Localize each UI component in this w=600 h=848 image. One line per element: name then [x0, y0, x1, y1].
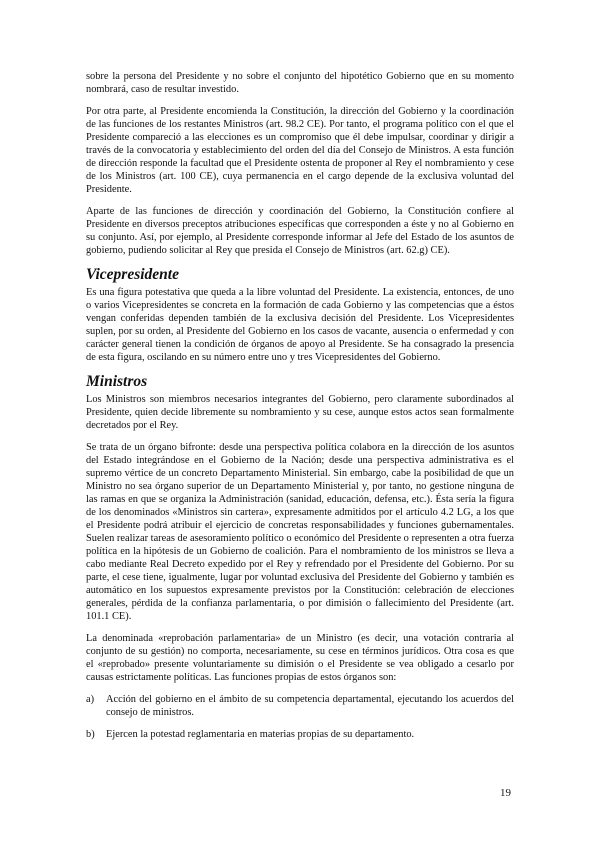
page-body — [86, 70, 514, 750]
paragraph: Por otra parte, al Presidente encomienda la Constitución, la dirección del Gobierno y la coordinación de las funciones de los restantes Ministros (art. 98.2 CE). Por tanto, el programa político con el que el Presidente compareció a las elecciones es un compromiso que él debe impulsar, coordinar y dirigir a través de la convocatoria y establecimiento del orden del día del Consejo de Ministros. A esta función de dirección responde la facultad que el Presidente ostenta de proponer al Rey el nombramiento y cese de los Ministros (art. 100 CE), cuya permanencia en el cargo depende de la exclusiva voluntad del Presidente. — [86, 106, 514, 195]
list-marker: a) — [86, 694, 95, 705]
paragraph: La denominada «reprobación parlamentaria» de un Ministro (es decir, una votación contraria al conjunto de su gestión) no comporta, necesariamente, su cese en términos jurídicos. Otra cosa es que el «reprobado» presente voluntariamente su dimisión o el Presidente se vea obligado a cesarlo por causas estrictamente políticas. Las funciones propias de estos órganos son: — [86, 633, 514, 683]
section-heading-vicepresidente: Vicepresidente — [86, 266, 179, 283]
paragraph: Es una figura potestativa que queda a la libre voluntad del Presidente. La existencia, entonces, de uno o varios Vicepresidentes se concreta en la formación de cada Gobierno y las competencias que a éstos vengan conferidas dependen también de la exclusiva decisión del Presidente. Los Vicepresidentes suplen, por su orden, al Presidente del Gobierno en los casos de vacante, ausencia o enfermedad y con carácter general tienen la condición de órganos de apoyo al Presidente. Se ha consagrado la presencia de esta figura, oscilando en su número entre uno y tres Vicepresidentes del Gobierno. — [86, 287, 514, 363]
list-marker: b) — [86, 729, 95, 740]
paragraph: sobre la persona del Presidente y no sobre el conjunto del hipotético Gobierno que en su momento nombrará, caso de resultar investido. — [86, 71, 514, 95]
functions-list — [86, 693, 514, 741]
list-item-text: Ejercen la potestad reglamentaria en materias propias de su departamento. — [106, 729, 415, 740]
section-heading-ministros: Ministros — [86, 373, 148, 390]
paragraph: Se trata de un órgano bifronte: desde una perspectiva política colabora en la dirección de los asuntos del Estado integrándose en el Gobierno de la Nación; desde una perspectiva administrativa es el supremo vértice de un concreto Departamento Ministerial. Sin embargo, cabe la posibilidad de que un Ministro no sea órgano superior de un Departamento Ministerial y, por tanto, no gestione ninguna de las ramas en que se organiza la Administración (sanidad, educación, defensa, etc.). Ésta sería la figura de los denominados «Ministros sin cartera», expresamente admitidos por el artículo 4.2 LG, a los que el Presidente podrá atribuir el ejercicio de concretas responsabilidades y funciones gubernamentales. Suelen realizar tareas de asesoramiento político o económico del Presidente o representen a otra fuerza política en la hipótesis de un Gobierno de coalición. Para el nombramiento de los ministros se lleva a cabo mediante Real Decreto expedido por el Rey y refrendado por el Presidente del Gobierno. Por su parte, el cese tiene, igualmente, lugar por voluntad exclusiva del Presidente del Gobierno y también es automático en los supuestos expresamente previstos por la Constitución: celebración de elecciones generales, pérdida de la confianza parlamentaria, o por dimisión o fallecimiento del Presidente (art. 101.1 CE). — [86, 442, 514, 622]
paragraph: Aparte de las funciones de dirección y coordinación del Gobierno, la Constitución confiere al Presidente en diversos preceptos atribuciones específicas que corresponden a éste y no al Gobierno en su conjunto. Así, por ejemplo, al Presidente corresponde informar al Jefe del Estado de los asuntos de gobierno, pudiendo solicitar al Rey que presida el Consejo de Ministros (art. 62.g) CE). — [86, 206, 514, 256]
paragraph: Los Ministros son miembros necesarios integrantes del Gobierno, pero claramente subordinados al Presidente, quien decide libremente su nombramiento y su cese, aunque estos actos sean formalmente decretados por el Rey. — [86, 394, 514, 431]
list-item — [86, 693, 514, 719]
list-item — [86, 728, 514, 741]
page-number: 19 — [500, 787, 511, 799]
list-item-text: Acción del gobierno en el ámbito de su competencia departamental, ejecutando los acuerdos del consejo de ministros. — [106, 694, 514, 718]
